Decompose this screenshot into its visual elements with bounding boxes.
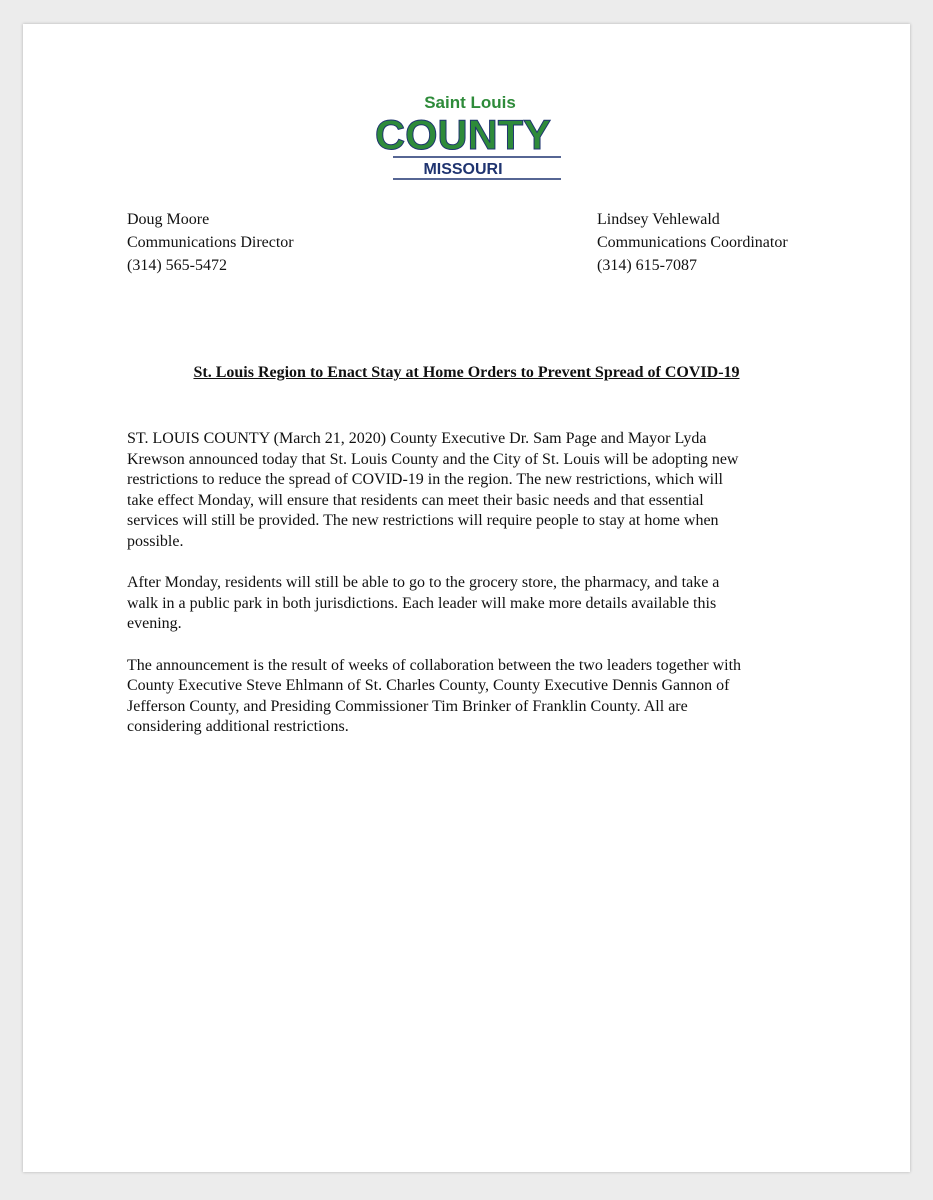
paragraph-line: walk in a public park in both jurisdictions. Each leader will make more details available this bbox=[127, 594, 717, 612]
paragraph-line: County Executive Steve Ehlmann of St. Charles County, County Executive Dennis Gannon of bbox=[127, 677, 730, 695]
paragraph-line: ST. LOUIS COUNTY (March 21, 2020) County Executive Dr. Sam Page and Mayor Lyda bbox=[127, 430, 707, 447]
paragraph-line: possible. bbox=[127, 532, 184, 550]
paragraph-line: considering additional restrictions. bbox=[127, 718, 349, 736]
contact-left-phone: (314) 565-5472 bbox=[127, 257, 227, 274]
paragraph-line: Jefferson County, and Presiding Commissioner Tim Brinker of Franklin County. All are bbox=[127, 697, 688, 715]
paragraph-line: The announcement is the result of weeks of collaboration between the two leaders together with bbox=[127, 656, 742, 674]
contact-right-name: Lindsey Vehlewald bbox=[597, 211, 720, 228]
st-louis-county-logo bbox=[363, 86, 563, 182]
document-page bbox=[23, 24, 910, 1172]
paragraph-line: restrictions to reduce the spread of COVID-19 in the region. The new restrictions, which will bbox=[127, 471, 723, 489]
paragraph-line: take effect Monday, will ensure that residents can meet their basic needs and that essential bbox=[127, 491, 704, 509]
county-logo-graphic bbox=[363, 86, 563, 182]
paragraph-line: services will still be provided. The new restrictions will require people to stay at home when bbox=[127, 512, 719, 530]
contact-left-title: Communications Director bbox=[127, 234, 294, 251]
contact-left-name: Doug Moore bbox=[127, 211, 210, 228]
contact-right-title: Communications Coordinator bbox=[597, 234, 788, 251]
contact-left bbox=[127, 208, 294, 277]
contact-right-phone: (314) 615-7087 bbox=[597, 257, 697, 274]
contact-right bbox=[597, 208, 788, 277]
paragraph-line: evening. bbox=[127, 615, 182, 633]
logo-county-text: COUNTY bbox=[375, 111, 551, 158]
body-paragraph-1 bbox=[127, 429, 817, 553]
logo-saint-louis-text: Saint Louis bbox=[424, 93, 516, 112]
body-paragraph-2 bbox=[127, 573, 817, 635]
paragraph-line: Krewson announced today that St. Louis County and the City of St. Louis will be adopting new bbox=[127, 450, 739, 468]
press-release-headline: St. Louis Region to Enact Stay at Home Orders to Prevent Spread of COVID-19 bbox=[193, 364, 740, 381]
press-release-body bbox=[127, 429, 817, 759]
logo-missouri-text: MISSOURI bbox=[423, 161, 503, 178]
body-paragraph-3 bbox=[127, 656, 817, 738]
paragraph-line: After Monday, residents will still be able to go to the grocery store, the pharmacy, and take a bbox=[127, 574, 720, 592]
